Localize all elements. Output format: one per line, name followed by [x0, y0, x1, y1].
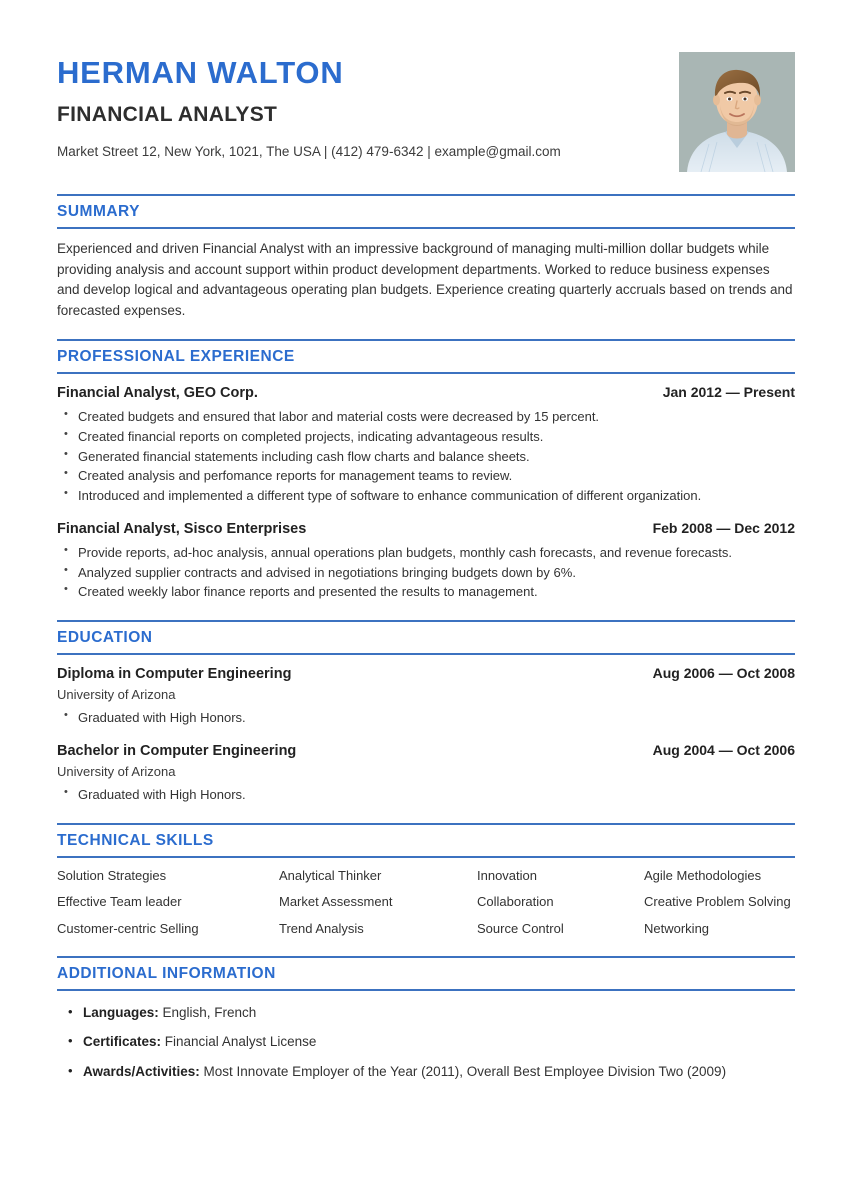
summary-body	[57, 229, 795, 321]
additional-body	[57, 991, 795, 1082]
section-education	[57, 620, 795, 805]
education-school: University of Arizona	[57, 763, 176, 779]
candidate-job-title: FINANCIAL ANALYST	[57, 102, 278, 126]
education-school: University of Arizona	[57, 687, 176, 703]
education-entry	[57, 665, 795, 728]
section-title-education: EDUCATION	[57, 629, 153, 647]
education-entry-head	[57, 742, 795, 759]
section-additional-information	[57, 956, 795, 1082]
additional-item-label: Awards/Activities:	[83, 1063, 200, 1079]
skill-item: Effective Team leader	[57, 894, 182, 910]
experience-entry-date: Jan 2012 — Present	[662, 384, 795, 401]
section-summary	[57, 194, 795, 321]
section-technical-skills	[57, 823, 795, 939]
bullet-item: • Analyzed supplier contracts and advised in negotiations bringing budgets down by 6%.	[57, 563, 795, 583]
skills-body	[57, 858, 795, 939]
additional-item	[57, 1032, 795, 1052]
skill-item: Creative Problem Solving	[644, 894, 791, 910]
additional-item	[57, 1003, 795, 1023]
bullet-item: • Graduated with High Honors.	[57, 785, 795, 805]
additional-item	[57, 1062, 795, 1082]
education-entry-title: Diploma in Computer Engineering	[57, 666, 292, 683]
experience-entry-title: Financial Analyst, GEO Corp.	[57, 385, 258, 402]
header-text-block	[57, 52, 659, 162]
education-bullet-list	[57, 785, 795, 805]
bullet-item: • Created weekly labor finance reports and presented the results to management.	[57, 582, 795, 602]
skill-item: Analytical Thinker	[279, 867, 382, 883]
contact-line: Market Street 12, New York, 1021, The USA | (412) 479-6342 | example@gmail.com	[57, 143, 561, 159]
education-body	[57, 655, 795, 805]
section-professional-experience	[57, 339, 795, 602]
experience-entry	[57, 384, 795, 506]
additional-item-label: Certificates:	[83, 1034, 162, 1050]
skill-item: Collaboration	[477, 894, 554, 910]
bullet-item: • Provide reports, ad-hoc analysis, annual operations plan budgets, monthly cash forecasts, and revenue forecasts.	[57, 543, 795, 563]
skill-item: Market Assessment	[279, 894, 393, 910]
additional-item-value: Financial Analyst License	[161, 1034, 317, 1050]
bullet-item: • Graduated with High Honors.	[57, 708, 795, 728]
experience-body	[57, 374, 795, 602]
education-entry-date: Aug 2004 — Oct 2006	[652, 741, 795, 758]
experience-entry-title: Financial Analyst, Sisco Enterprises	[57, 520, 307, 537]
section-title-additional: ADDITIONAL INFORMATION	[57, 965, 276, 983]
profile-photo-image	[679, 52, 795, 172]
bullet-item: • Generated financial statements including cash flow charts and balance sheets.	[57, 447, 795, 467]
experience-entry	[57, 520, 795, 602]
bullet-item: • Created financial reports on completed projects, indicating advantageous results.	[57, 427, 795, 447]
skill-item: Innovation	[477, 867, 537, 883]
resume-header	[57, 52, 795, 176]
education-bullet-list	[57, 708, 795, 728]
education-entry-head	[57, 665, 795, 682]
education-entry-title: Bachelor in Computer Engineering	[57, 742, 297, 759]
candidate-name: HERMAN WALTON	[57, 55, 344, 90]
experience-entry-head	[57, 384, 795, 401]
skill-item: Agile Methodologies	[644, 867, 762, 883]
skill-item: Solution Strategies	[57, 867, 167, 883]
section-title-summary: SUMMARY	[57, 203, 141, 220]
additional-item-value: English, French	[158, 1005, 257, 1021]
experience-bullet-list	[57, 543, 795, 602]
bullet-item: • Created budgets and ensured that labor and material costs were decreased by 15 percent.	[57, 407, 795, 427]
additional-item-value: Most Innovate Employer of the Year (2011), Overall Best Employee Division Two (2009)	[199, 1063, 727, 1079]
profile-photo	[679, 52, 795, 172]
skills-grid	[57, 868, 795, 939]
experience-entry-head	[57, 520, 795, 537]
experience-entry-date: Feb 2008 — Dec 2012	[652, 519, 795, 536]
section-title-experience: PROFESSIONAL EXPERIENCE	[57, 348, 295, 366]
skill-item: Source Control	[477, 921, 564, 937]
education-entry-date: Aug 2006 — Oct 2008	[652, 665, 795, 682]
bullet-item: • Introduced and implemented a different type of software to enhance communication of different organization.	[57, 486, 795, 506]
bullet-item: • Created analysis and perfomance reports for management teams to review.	[57, 466, 795, 486]
skill-item: Networking	[644, 921, 710, 937]
section-title-skills: TECHNICAL SKILLS	[57, 831, 214, 849]
education-entry	[57, 742, 795, 805]
skill-item: Customer-centric Selling	[57, 921, 199, 937]
summary-text: Experienced and driven Financial Analyst with an impressive background of managing multi-million dollar budgets while providing analysis and account support within product development departments. Worked to reduce business expenses and develop logical and advantageous operating plan budgets. Experience creating quarterly accruals based on trends and forecasted expenses.	[57, 241, 793, 318]
experience-bullet-list	[57, 407, 795, 506]
skill-item: Trend Analysis	[279, 921, 364, 937]
additional-list	[57, 1003, 795, 1082]
additional-item-label: Languages:	[83, 1005, 159, 1021]
